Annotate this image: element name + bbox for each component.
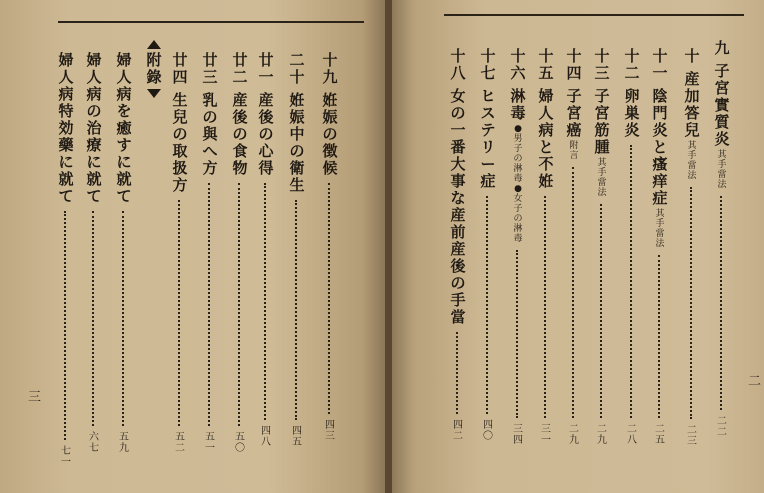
entry-number: 十 六 — [510, 47, 526, 82]
entry-number: 十 七 — [480, 47, 496, 82]
page-number: 四 〇 — [483, 420, 493, 442]
leader-dots — [544, 196, 550, 418]
leader-dots — [658, 255, 664, 418]
toc-entry[interactable] — [680, 48, 704, 181]
triangle-down-icon — [147, 89, 161, 98]
entry-title: 子 宮 癌 — [566, 87, 582, 139]
entry-title: 女 の 一 番 大 事 な 産 前 産 後 の 手 當 — [450, 87, 466, 326]
leader-dots — [328, 183, 334, 414]
toc-entry[interactable] — [82, 52, 106, 205]
entry-title: 婦 人 病 の 治 療 に 就 て — [86, 51, 102, 205]
toc-entry[interactable] — [228, 52, 252, 177]
page-number: 二 九 — [597, 424, 607, 446]
entry-title: 乳 の 與 へ 方 — [202, 91, 218, 177]
triangle-up-icon — [147, 40, 161, 49]
page-number: 二 八 — [627, 424, 637, 446]
toc-entry[interactable] — [168, 52, 192, 194]
entry-note: 其 手 當 法 — [717, 150, 727, 190]
entry-title: 生 兒 の 取 扱 方 — [172, 91, 188, 194]
entry-title: 産 加 答 兒 — [684, 70, 700, 139]
toc-entry[interactable] — [590, 48, 614, 198]
entry-title: 婦 人 病 と 不 姙 — [538, 87, 554, 190]
entry-title: 子 宮 筋 腫 — [594, 87, 610, 156]
leader-dots — [630, 145, 636, 418]
right-page — [392, 0, 764, 493]
entry-number: 十 九 — [322, 51, 338, 86]
appendix-label — [142, 40, 166, 98]
toc-entry[interactable] — [534, 48, 558, 190]
page-number: 四 三 — [325, 420, 335, 442]
page-number: 三 一 — [541, 424, 551, 446]
book-gutter — [385, 0, 392, 493]
page-folio: 二 — [748, 374, 762, 389]
entry-number: 二 十 — [289, 51, 305, 86]
leader-dots — [178, 200, 184, 426]
entry-note: 其 手 當 法 — [597, 158, 607, 198]
leader-dots — [64, 211, 70, 440]
page-number: 七 一 — [61, 446, 71, 468]
page-number: 四 五 — [292, 426, 302, 448]
page-number: 五 二 — [175, 432, 185, 454]
leader-dots — [92, 211, 98, 426]
leader-dots — [456, 332, 462, 414]
entry-number: 十 三 — [594, 47, 610, 82]
leader-dots — [690, 187, 696, 419]
leader-dots — [122, 211, 128, 426]
toc-entry[interactable] — [198, 52, 222, 177]
toc-entry[interactable] — [318, 52, 342, 177]
toc-entry[interactable] — [648, 48, 672, 249]
toc-entry[interactable] — [112, 52, 136, 205]
toc-entry[interactable] — [285, 52, 309, 194]
toc-entry[interactable] — [506, 48, 530, 244]
entry-title: 姙 娠 中 の 衛 生 — [289, 91, 305, 194]
entry-number: 十 — [684, 47, 700, 65]
page-number: 六 七 — [89, 432, 99, 454]
entry-number: 廿 二 — [232, 51, 248, 86]
leader-dots — [238, 183, 244, 426]
leader-dots — [600, 204, 606, 418]
toc-entry[interactable] — [476, 48, 500, 190]
leader-dots — [486, 196, 492, 414]
entry-number: 廿 三 — [202, 51, 218, 86]
page-number: 五 〇 — [235, 432, 245, 454]
toc-entry[interactable] — [620, 48, 644, 139]
entry-title: 産 後 の 食 物 — [232, 91, 248, 177]
entry-number: 十 一 — [652, 47, 668, 82]
toc-entry[interactable] — [54, 52, 78, 205]
toc-entry[interactable] — [562, 48, 586, 161]
top-rule — [444, 14, 744, 16]
toc-entry[interactable] — [446, 48, 470, 326]
page-number: 二 二 — [717, 416, 727, 438]
leader-dots — [208, 183, 214, 426]
page-number: 三 四 — [513, 424, 523, 446]
leader-dots — [572, 167, 578, 418]
entry-title: 附 錄 — [146, 51, 162, 86]
entry-number: 廿 四 — [172, 51, 188, 86]
leader-dots — [264, 183, 270, 420]
entry-note: 附 言 — [569, 141, 579, 161]
page-number: 四 二 — [453, 420, 463, 442]
leader-dots — [295, 200, 301, 420]
entry-title: ヒ ス テ リ ー 症 — [480, 87, 496, 190]
page-number: 二 五 — [655, 424, 665, 446]
page-number: 五 一 — [205, 432, 215, 454]
entry-title: 産 後 の 心 得 — [258, 91, 274, 177]
entry-number: 十 二 — [624, 47, 640, 82]
page-number: 五 九 — [119, 432, 129, 454]
page-number: 二 九 — [569, 424, 579, 446]
entry-note: ● 男 子 の 淋 毒 ● 女 子 の 淋 毒 — [513, 124, 523, 244]
entry-note: 其 手 當 法 — [687, 141, 697, 181]
entry-number: 廿 一 — [258, 51, 274, 86]
leader-dots — [720, 196, 726, 410]
entry-number: 九 — [714, 39, 730, 57]
entry-note: 其 手 當 法 — [655, 209, 665, 249]
entry-title: 姙 娠 の 徴 候 — [322, 91, 338, 177]
toc-entry[interactable] — [710, 40, 734, 190]
entry-number: 十 八 — [450, 47, 466, 82]
top-rule — [58, 21, 364, 23]
page-folio: 三 — [28, 390, 42, 405]
leader-dots — [516, 250, 522, 418]
entry-number: 十 四 — [566, 47, 582, 82]
entry-title: 子 宮 實 質 炎 — [714, 62, 730, 148]
entry-title: 淋 毒 — [510, 87, 526, 122]
entry-title: 婦 人 病 を 癒 す に 就 て — [116, 51, 132, 205]
entry-title: 婦 人 病 特 効 藥 に 就 て — [58, 51, 74, 205]
entry-number: 十 五 — [538, 47, 554, 82]
page-number: 二 三 — [687, 425, 697, 447]
toc-entry[interactable] — [254, 52, 278, 177]
page-number: 四 八 — [261, 426, 271, 448]
entry-title: 陰 門 炎 と 瘙 痒 症 — [652, 87, 668, 207]
entry-title: 卵 巣 炎 — [624, 87, 640, 139]
